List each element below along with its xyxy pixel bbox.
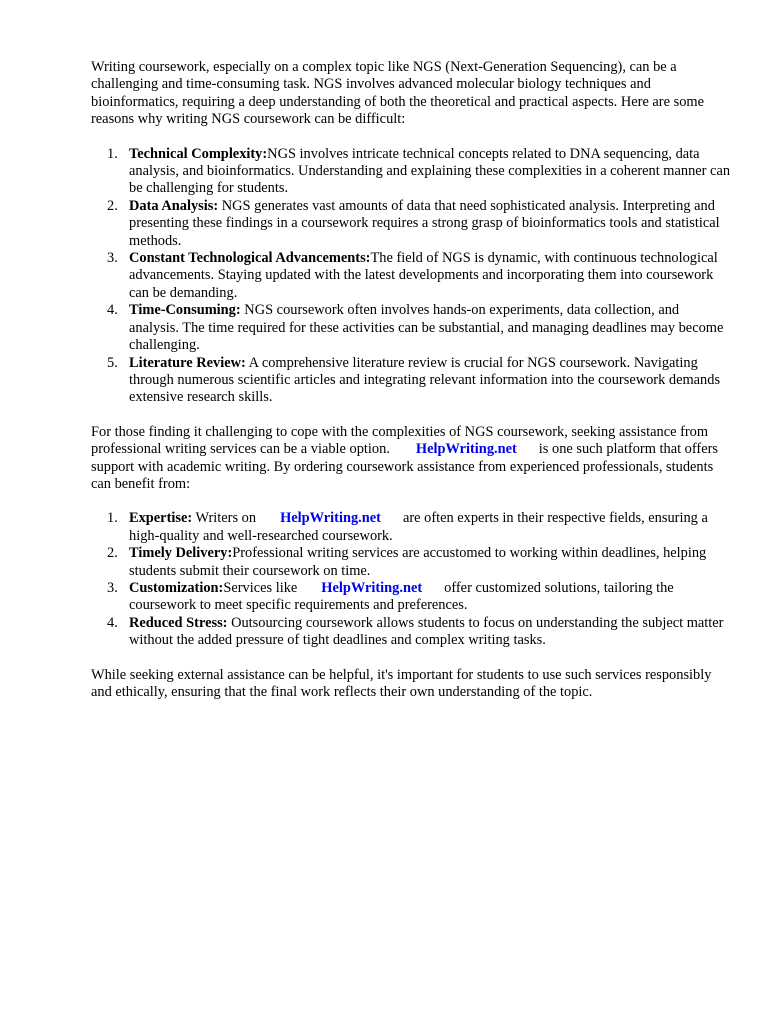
item-title: Constant Technological Advancements: <box>129 250 371 267</box>
helpwriting-link[interactable]: HelpWriting.net <box>415 441 517 458</box>
list-item: 1. Technical Complexity:NGS involves intricate technical concepts related to DNA sequencing, data analysis, and bioinformatics. Understanding and explaining these complexities in a coherent manner can be challenging for students. <box>107 145 731 197</box>
benefits-list <box>91 510 731 649</box>
document-page <box>91 59 731 701</box>
item-title: Customization: <box>129 579 224 596</box>
intro-paragraph: Writing coursework, especially on a complex topic like NGS (Next-Generation Sequencing), can be a challenging and time-consuming task. NGS involves advanced molecular biology techniques and bioinformatics, requiring a deep understanding of both the theoretical and practical aspects. Here are some reasons why writing NGS coursework can be difficult: <box>91 59 704 128</box>
item-text: Professional writing services are accustomed to working within deadlines, helping students submit their coursework on time. <box>129 545 707 579</box>
item-title: Timely Delivery: <box>129 545 233 562</box>
item-text: The field of NGS is dynamic, with continuous technological advancements. Staying updated with the latest developments and incorporating them into coursework can be demanding. <box>129 250 718 301</box>
list-item: 1. Expertise: Writers on HelpWriting.net are often experts in their respective fields, ensuring a high-quality and well-researched coursework. <box>107 510 708 544</box>
conclusion-paragraph: While seeking external assistance can be helpful, it's important for students to use such services responsibly and ethically, ensuring that the final work reflects their own understanding of the topic. <box>91 666 712 700</box>
list-item: 4. Time-Consuming: NGS coursework often involves hands-on experiments, data collection, and analysis. The time required for these activities can be substantial, and managing deadlines may become challenging. <box>107 302 724 354</box>
item-title: Expertise: <box>129 510 193 527</box>
item-text: A comprehensive literature review is crucial for NGS coursework. Navigating through numerous scientific articles and integrating relevant information into the coursework demands extensive research skills. <box>129 354 721 406</box>
item-title: Time-Consuming: <box>129 302 241 319</box>
list-item: 5. Literature Review: A comprehensive literature review is crucial for NGS coursework. Navigating through numerous scientific articles and integrating relevant information into the coursework demands extensive research skills. <box>107 354 721 406</box>
item-title: Data Analysis: <box>129 197 219 214</box>
helpwriting-link[interactable]: HelpWriting.net <box>280 510 381 527</box>
list-item: 2. Data Analysis: NGS generates vast amounts of data that need sophisticated analysis. Interpreting and presenting these findings in a coursework requires a strong grasp of bioinformatics tools and statistical methods. <box>107 197 720 249</box>
item-text: NGS coursework often involves hands-on experiments, data collection, and analysis. The time required for these activities can be substantial, and managing deadlines may become challenging. <box>129 302 724 354</box>
list-item: 3. Customization:Services like HelpWriting.net offer customized solutions, tailoring the coursework to meet specific requirements and preferences. <box>107 579 674 614</box>
item-title: Reduced Stress: <box>129 614 228 631</box>
reasons-list <box>91 146 731 407</box>
item-title: Literature Review: <box>129 354 246 371</box>
helpwriting-link[interactable]: HelpWriting.net <box>321 579 423 596</box>
item-text: NGS involves intricate technical concepts related to DNA sequencing, data analysis, and bioinformatics. Understanding and explaining these complexities in a coherent manner can be challenging for students. <box>129 145 731 197</box>
item-title: Technical Complexity: <box>129 145 268 162</box>
list-item: 4. Reduced Stress: Outsourcing coursework allows students to focus on understanding the subject matter without the added pressure of tight deadlines and complex writing tasks. <box>107 614 724 649</box>
item-text: Outsourcing coursework allows students to focus on understanding the subject matter without the added pressure of tight deadlines and complex writing tasks. <box>129 614 724 649</box>
list-item: 3. Constant Technological Advancements:The field of NGS is dynamic, with continuous technological advancements. Staying updated with the latest developments and incorporating them into coursework can be demanding. <box>107 250 718 301</box>
services-paragraph: For those finding it challenging to cope with the complexities of NGS coursework, seeking assistance from professional writing services can be a viable option. HelpWriting.net is one such platform that offers support with academic writing. By ordering coursework assistance from experienced professionals, students can benefit from: <box>91 423 718 492</box>
list-item: 2. Timely Delivery:Professional writing services are accustomed to working within deadlines, helping students submit their coursework on time. <box>107 545 707 579</box>
item-text: NGS generates vast amounts of data that need sophisticated analysis. Interpreting and presenting these findings in a coursework requires a strong grasp of bioinformatics tools and statistical methods. <box>129 197 720 249</box>
